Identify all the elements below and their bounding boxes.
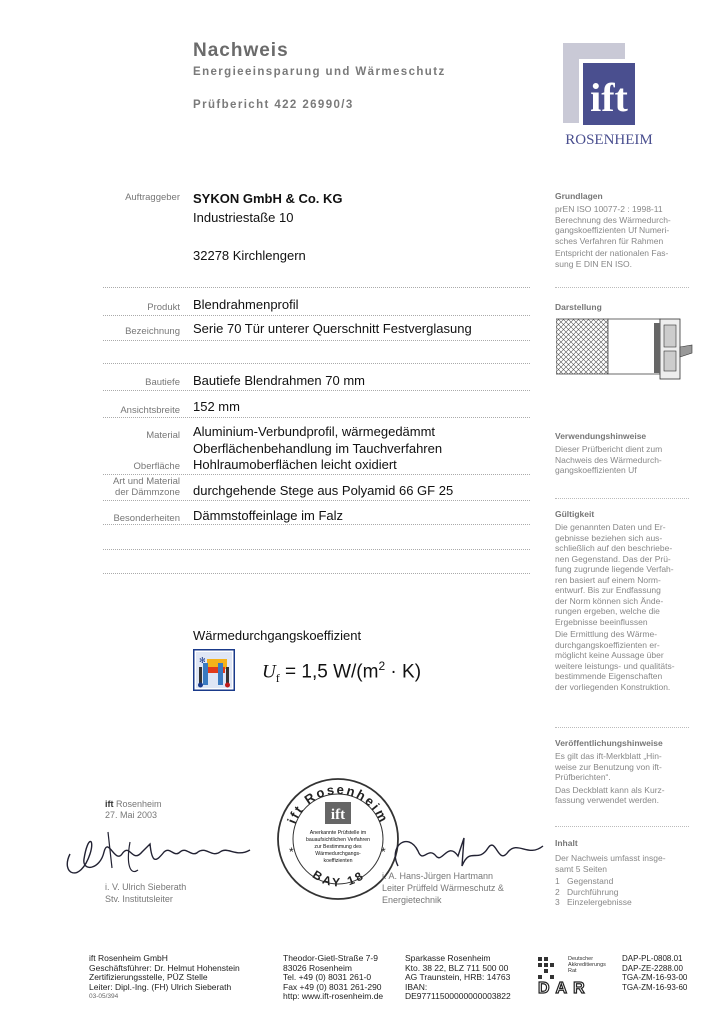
divider [103,287,530,288]
result-heading: Wärmedurchgangskoeffizient [193,628,362,643]
label-bezeichnung: Bezeichnung [125,326,180,337]
svg-text:Wärmedurchgangs-: Wärmedurchgangs- [315,851,361,857]
svg-text:DAR: DAR [538,980,591,997]
value-daemmzone: durchgehende Stege aus Polyamid 66 GF 25 [193,483,454,498]
ift-logo [553,41,665,149]
sidebar-veroeffentlichung-text: Es gilt das ift-Merkblatt „Hin- weise zur Benutzung von ift- Prüfberichten“. Das Deckblatt kann als Kurz- fassung verwendet werden. [555,751,665,805]
report-number: Prüfbericht 422 26990/3 [193,99,354,111]
value-material: Aluminium-Verbundprofil, wärmegedämmt [193,424,436,439]
footer-company: ift Rosenheim GmbH Geschäftsführer: Dr. Helmut Hohenstein Zertifizierungsstelle, PÜZ Stelle Leiter: Dipl.-Ing. (FH) Ulrich Sieberath 03-05/394 [89,953,240,1000]
divider [103,315,530,316]
value-ansichtsbreite: 152 mm [193,399,240,414]
sidebar-inhalt-text: Der Nachweis umfasst insge- samt 5 Seiten 1 Gegenstand 2 Durchführung 3 Einzelergebnisse [555,853,666,907]
divider [103,340,530,341]
footer-address: Theodor-Gietl-Straße 7-9 83026 Rosenheim Tel. +49 (0) 8031 261-0 Fax +49 (0) 8031 261-290 http: www.ift-rosenheim.de [283,953,384,1001]
label-besonderheiten: Besonderheiten [113,513,180,524]
label-bautiefe: Bautiefe [145,377,180,388]
svg-text:Rat: Rat [568,968,577,974]
sidebar-grundlagen-title: Grundlagen [555,191,603,201]
footer-accreditation: DAP-PL-0808.01 DAP-ZE-2288.00 TGA-ZM-16-93-00 TGA-ZM-16-93-60 [622,954,688,992]
svg-text:BAY 18: BAY 18 [310,867,368,890]
svg-text:ift: ift [330,807,346,823]
footer-bank: Sparkasse Rosenheim Kto. 38 22, BLZ 711 500 00 AG Traunstein, HRB: 14763 IBAN: DE97711500000000003822 [405,953,511,1001]
u-subscript: f [275,671,280,686]
divider [103,417,530,418]
value-bautiefe: Bautiefe Blendrahmen 70 mm [193,373,365,388]
sidebar-gueltigkeit-text: Die genannten Daten und Er- gebnisse beziehen sich aus- schließlich auf den beschriebe- nen Gegenstand. Das der Prü- fung zugrunde liegende Verfah- ren basiert auf einem Norm- entwurf. Bis zur Endfassung der Norm können sich Ände- rungen ergeben, welche die Ergebnisse beeinflussen Die Ermittlung des Wärme- durchgangskoeffizienten er- möglicht keine Aussage über weitere leistungs- und qualitäts- bestimmende Eigenschaften der vorliegenden Konstruktion. [555,522,675,692]
value-oberflaeche-1: Oberflächenbehandlung im Tauchverfahren [193,441,443,456]
label-daemmzone-2: der Dämmzone [115,487,180,498]
value-oberflaeche-2: Hohlraumoberflächen leicht oxidiert [193,457,397,472]
svg-text:*: * [381,845,386,859]
thermal-icon [193,649,235,691]
sign-right-role-2: Energietechnik [382,895,442,905]
svg-text:Akkreditierungs: Akkreditierungs [568,962,606,968]
sign-date: 27. Mai 2003 [105,810,158,820]
label-daemmzone-1: Art und Material [112,476,180,487]
svg-text:✻: ✻ [199,656,206,665]
svg-text:zur Bestimmung des: zur Bestimmung des [314,844,362,850]
sidebar-gueltigkeit-title: Gültigkeit [555,509,595,519]
value-besonderheiten: Dämmstoffeinlage im Falz [193,508,344,523]
logo-mark: ift [590,75,628,120]
sidebar-verwendung-title: Verwendungshinweise [555,431,647,441]
client-name: SYKON GmbH & Co. KG [193,191,343,206]
svg-text:Anerkannte Prüfstelle im: Anerkannte Prüfstelle im [309,830,367,836]
divider [103,363,530,364]
svg-text:*: * [289,845,294,859]
u-exponent: 2 [378,659,386,673]
sign-left-name: i. V. Ulrich Sieberath [105,882,187,892]
signature-right [378,826,548,876]
signature-left [60,824,270,884]
divider [103,474,530,475]
label-oberflaeche: Oberfläche [133,461,180,472]
divider [103,500,530,501]
svg-text:Deutscher: Deutscher [568,956,594,962]
u-equals: = 1,5 W/(m [285,661,379,683]
divider [103,573,530,574]
divider [103,524,530,525]
label-auftraggeber: Auftraggeber [125,192,180,203]
sidebar-grundlagen-text: prEN ISO 10077-2 : 1998-11 Berechnung des Wärmedurch- gangskoeffizienten Uf Numeri- sches Verfahren für Rahmen Entspricht der nationalen Fas- sung E DIN EN ISO. [555,204,671,269]
client-street: Industriestaße 10 [193,210,294,225]
svg-text:koeffizienten: koeffizienten [323,858,353,864]
client-city: 32278 Kirchlengern [193,248,306,263]
u-value [262,659,421,686]
sign-right-name: i. A. Hans-Jürgen Hartmann [382,871,494,881]
logo-city: ROSENHEIM [565,132,653,148]
label-produkt: Produkt [147,302,180,313]
sidebar-inhalt-title: Inhalt [555,838,578,848]
dar-logo [536,953,618,1015]
svg-text:bauaufsichtlichen Verfahren: bauaufsichtlichen Verfahren [305,837,371,843]
document-subtitle: Energieeinsparung und Wärmeschutz [193,66,446,78]
sidebar-darstellung-title: Darstellung [555,302,602,312]
sign-place: ift Rosenheim [105,799,162,809]
u-tail: · K) [385,661,422,683]
sidebar-divider [555,498,689,499]
document-title: Nachweis [193,40,289,61]
value-bezeichnung: Serie 70 Tür unterer Querschnitt Festverglasung [193,321,472,336]
divider [103,390,530,391]
sidebar-divider [555,826,689,827]
sign-right-role-1: Leiter Prüffeld Wärmeschutz & [382,883,504,893]
u-symbol: U [262,661,276,683]
profile-drawing [556,317,694,381]
svg-text:ift Rosenheim: ift Rosenheim [284,781,392,826]
label-ansichtsbreite: Ansichtsbreite [120,405,180,416]
label-material: Material [146,430,180,441]
sidebar-divider [555,727,689,728]
sidebar-divider [555,287,689,288]
sign-left-role: Stv. Institutsleiter [105,894,173,904]
value-produkt: Blendrahmenprofil [193,297,299,312]
sidebar-verwendung-text: Dieser Prüfbericht dient zum Nachweis des Wärmedurch- gangskoeffizienten Uf [555,444,663,475]
divider [103,549,530,550]
sidebar-veroeffentlichung-title: Veröffentlichungshinweise [555,738,663,748]
